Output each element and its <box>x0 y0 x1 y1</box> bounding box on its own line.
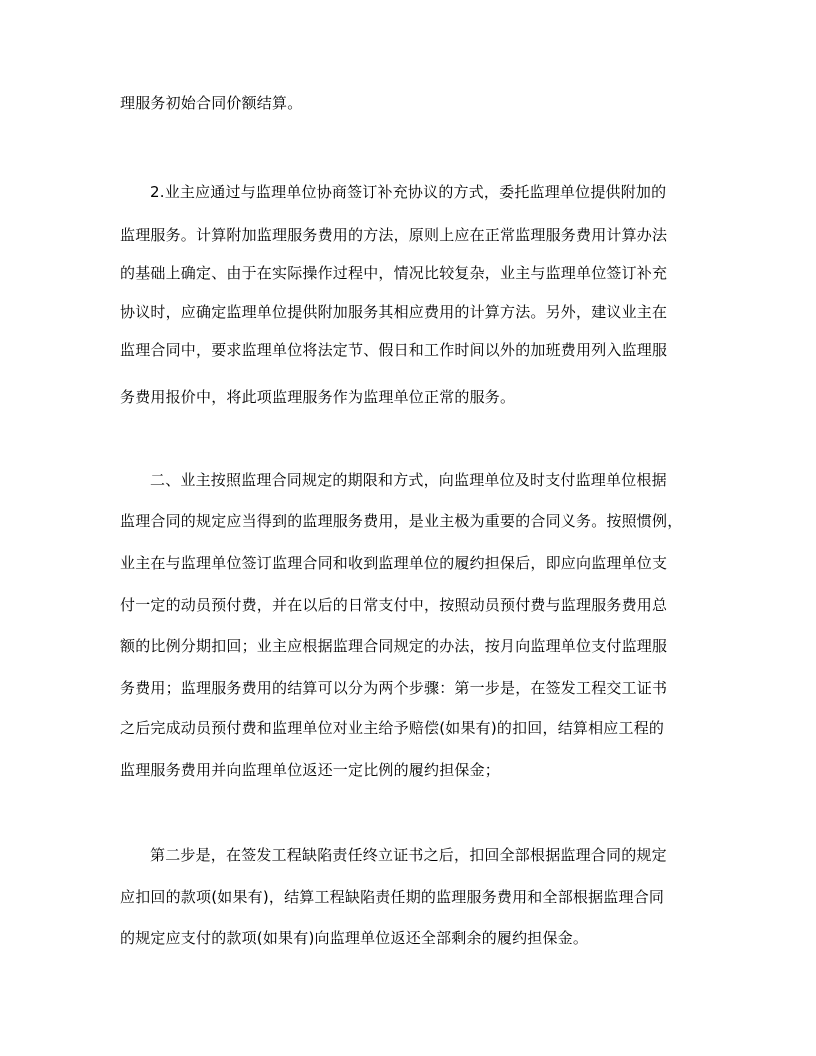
paragraph-3-line-8: 监理服务费用并向监理单位返还一定比例的履约担保金； <box>120 761 501 779</box>
paragraph-2-line-3: 的基础上确定、由于在实际操作过程中，情况比较复杂，业主与监理单位签订补充 <box>120 264 668 282</box>
paragraph-3-line-4: 付一定的动员预付费，并在以后的日常支付中，按照动员预付费与监理服务费用总 <box>120 596 668 614</box>
paragraph-4-line-3: 的规定应支付的款项(如果有)向监理单位返还全部剩余的履约担保金。 <box>120 929 589 947</box>
paragraph-3-line-1: 二、业主按照监理合同规定的期限和方式，向监理单位及时支付监理单位根据 <box>150 471 667 489</box>
paragraph-4-line-2: 应扣回的款项(如果有)，结算工程缺陷责任期的监理服务费用和全部根据监理合同 <box>120 888 665 906</box>
paragraph-3-line-6: 务费用；监理服务费用的结算可以分为两个步骤：第一步是，在签发工程交工证书 <box>120 679 668 697</box>
paragraph-2-line-1: 2.业主应通过与监理单位协商签订补充协议的方式，委托监理单位提供附加的 <box>150 183 667 201</box>
paragraph-3-line-3: 业主在与监理单位签订监理合同和收到监理单位的履约担保后，即应向监理单位支 <box>120 554 668 572</box>
paragraph-2-line-5: 监理合同中，要求监理单位将法定节、假日和工作时间以外的加班费用列入监理服 <box>120 341 668 359</box>
paragraph-2-line-2: 监理服务。计算附加监理服务费用的方法，原则上应在正常监理服务费用计算办法 <box>120 226 668 244</box>
paragraph-3-line-7: 之后完成动员预付费和监理单位对业主给予赔偿(如果有)的扣回，结算相应工程的 <box>120 719 665 737</box>
paragraph-3-line-5: 额的比例分期扣回；业主应根据监理合同规定的办法，按月向监理单位支付监理服 <box>120 637 668 655</box>
paragraph-3-line-2: 监理合同的规定应当得到的监理服务费用，是业主极为重要的合同义务。按照惯例， <box>120 512 683 530</box>
paragraph-4-line-1: 第二步是，在签发工程缺陷责任终立证书之后，扣回全部根据监理合同的规定 <box>150 846 667 864</box>
paragraph-1-line-1: 理服务初始合同价额结算。 <box>120 94 303 112</box>
paragraph-2-line-6: 务费用报价中，将此项监理服务作为监理单位正常的服务。 <box>120 388 516 406</box>
paragraph-2-line-4: 协议时，应确定监理单位提供附加服务其相应费用的计算方法。另外，建议业主在 <box>120 303 668 321</box>
